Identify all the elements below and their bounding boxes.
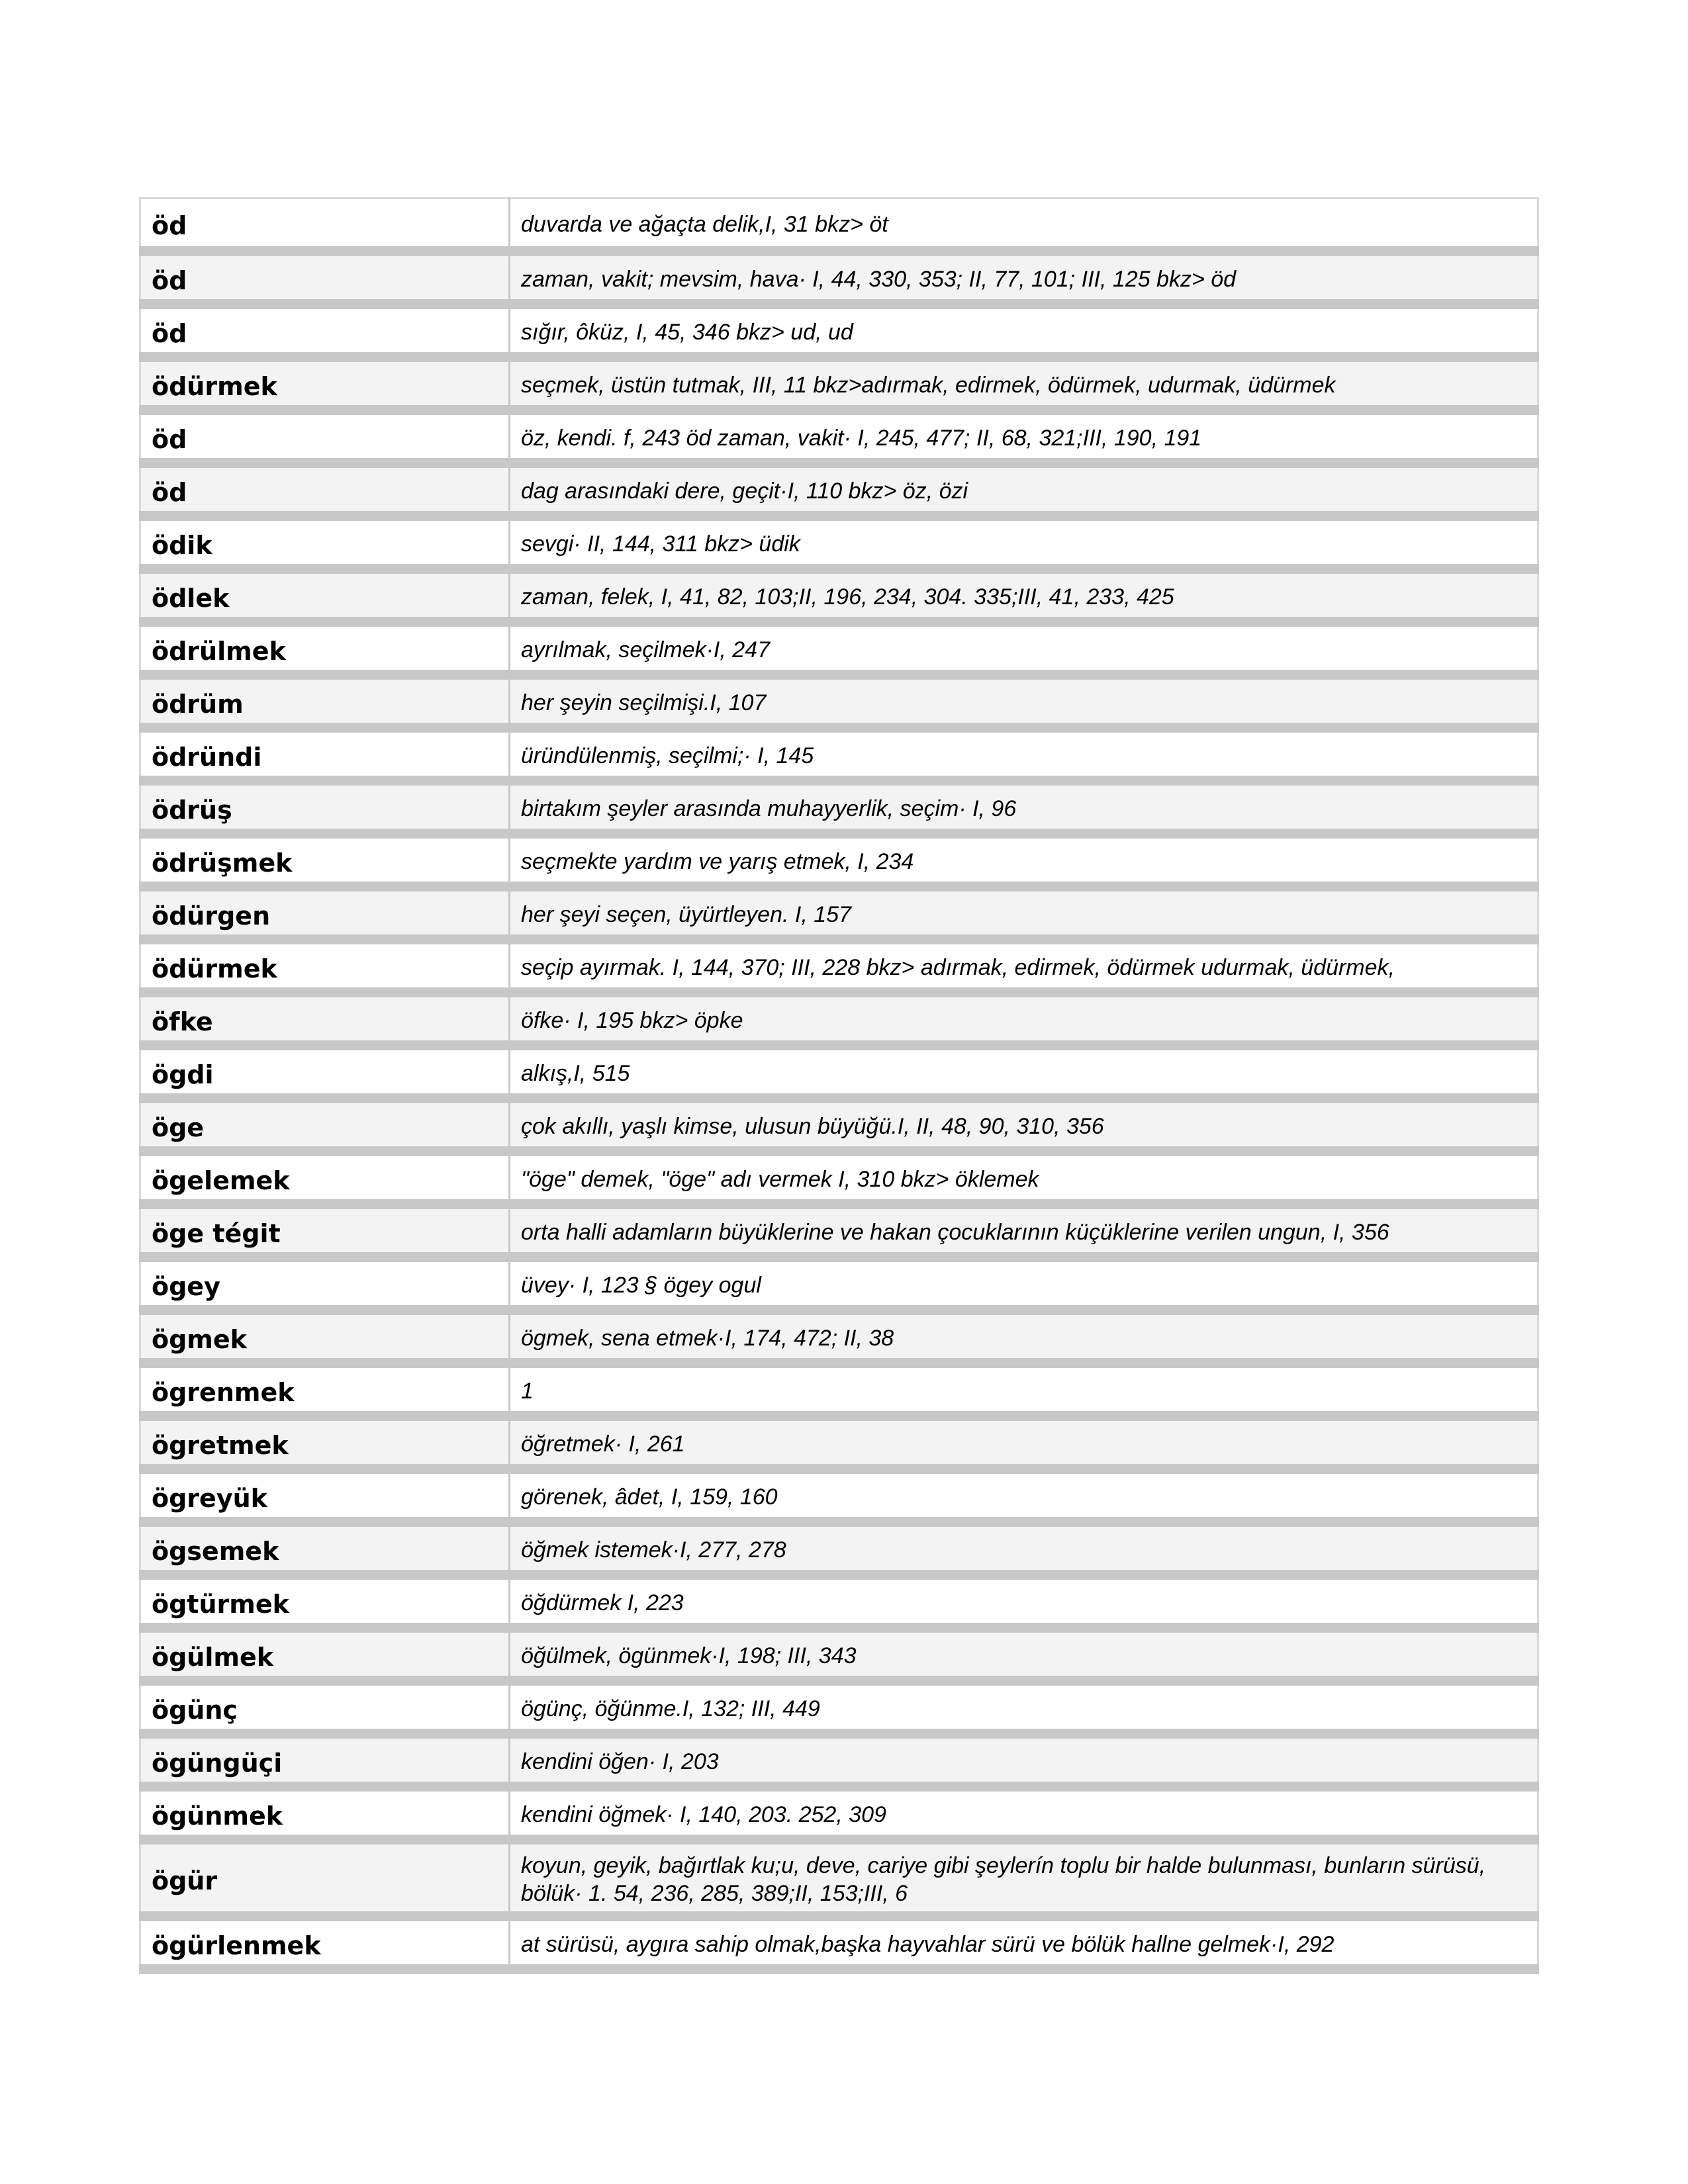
term-cell: ögülmek (140, 1628, 510, 1681)
term-cell: ödürgen (140, 887, 510, 940)
table-row (140, 675, 1538, 728)
definition-cell: ögünç, öğünme.I, 132; III, 449 (510, 1681, 1538, 1734)
definition-cell: seçip ayırmak. I, 144, 370; III, 228 bkz> adırmak, edirmek, ödürmek udurmak, üdürmek, (510, 940, 1538, 993)
term-cell: ögünmek (140, 1787, 510, 1840)
table-row (140, 1416, 1538, 1469)
definition-cell: kendini öğmek· I, 140, 203. 252, 309 (510, 1787, 1538, 1840)
table-row (140, 1522, 1538, 1575)
term-cell: öd (140, 410, 510, 463)
definition-cell: at sürüsü, aygıra sahip olmak,başka hayvahlar sürü ve bölük hallne gelmek·I, 292 (510, 1917, 1538, 1970)
term-cell: ögrenmek (140, 1363, 510, 1416)
definition-cell: duvarda ve ağaçta delik,I, 31 bkz> öt (510, 199, 1538, 251)
term-cell: ödründi (140, 728, 510, 781)
definition-cell: öğmek istemek·I, 277, 278 (510, 1522, 1538, 1575)
table-row (140, 357, 1538, 410)
definition-cell: üvey· I, 123 § ögey ogul (510, 1257, 1538, 1310)
term-cell: ögmek (140, 1310, 510, 1363)
term-cell: ögey (140, 1257, 510, 1310)
definition-cell: "öge" demek, "öge" adı vermek I, 310 bkz> öklemek (510, 1152, 1538, 1205)
definition-cell: çok akıllı, yaşlı kimse, ulusun büyüğü.I, II, 48, 90, 310, 356 (510, 1099, 1538, 1152)
table-row (140, 781, 1538, 834)
term-cell: öd (140, 304, 510, 357)
term-cell: öge tégit (140, 1205, 510, 1257)
table-row (140, 1681, 1538, 1734)
term-cell: ögür (140, 1840, 510, 1917)
glossary-body (140, 199, 1538, 1970)
definition-cell: öfke· I, 195 bkz> öpke (510, 993, 1538, 1046)
table-row (140, 1628, 1538, 1681)
term-cell: ödik (140, 516, 510, 569)
definition-cell: seçmekte yardım ve yarış etmek, I, 234 (510, 834, 1538, 887)
definition-cell: alkış,I, 515 (510, 1046, 1538, 1099)
table-row (140, 1734, 1538, 1787)
definition-cell: öğretmek· I, 261 (510, 1416, 1538, 1469)
term-cell: ödrülmek (140, 622, 510, 675)
table-row (140, 1046, 1538, 1099)
definition-cell: sığır, ôküz, I, 45, 346 bkz> ud, ud (510, 304, 1538, 357)
term-cell: ödrüşmek (140, 834, 510, 887)
term-cell: ögürlenmek (140, 1917, 510, 1970)
term-cell: ögsemek (140, 1522, 510, 1575)
term-cell: ögelemek (140, 1152, 510, 1205)
table-row (140, 463, 1538, 516)
term-cell: ögdi (140, 1046, 510, 1099)
table-row (140, 1917, 1538, 1970)
definition-cell: görenek, âdet, I, 159, 160 (510, 1469, 1538, 1522)
term-cell: ödürmek (140, 357, 510, 410)
table-row (140, 569, 1538, 622)
definition-cell: seçmek, üstün tutmak, III, 11 bkz>adırmak, edirmek, ödürmek, udurmak, üdürmek (510, 357, 1538, 410)
definition-cell: sevgi· II, 144, 311 bkz> üdik (510, 516, 1538, 569)
table-row (140, 1363, 1538, 1416)
table-row (140, 199, 1538, 251)
table-row (140, 410, 1538, 463)
table-row (140, 1099, 1538, 1152)
term-cell: ögtürmek (140, 1575, 510, 1628)
table-row (140, 251, 1538, 304)
definition-cell: zaman, felek, I, 41, 82, 103;II, 196, 234, 304. 335;III, 41, 233, 425 (510, 569, 1538, 622)
definition-cell: üründülenmiş, seçilmi;· I, 145 (510, 728, 1538, 781)
table-row (140, 516, 1538, 569)
table-row (140, 1575, 1538, 1628)
table-row (140, 728, 1538, 781)
definition-cell: her şeyin seçilmişi.I, 107 (510, 675, 1538, 728)
term-cell: ödrüş (140, 781, 510, 834)
term-cell: öd (140, 463, 510, 516)
table-row (140, 887, 1538, 940)
table-row (140, 1787, 1538, 1840)
term-cell: ödlek (140, 569, 510, 622)
term-cell: ögünç (140, 1681, 510, 1734)
definition-cell: ayrılmak, seçilmek·I, 247 (510, 622, 1538, 675)
term-cell: öd (140, 199, 510, 251)
table-row (140, 622, 1538, 675)
definition-cell: birtakım şeyler arasında muhayyerlik, seçim· I, 96 (510, 781, 1538, 834)
table-row (140, 1257, 1538, 1310)
definition-cell: ögmek, sena etmek·I, 174, 472; II, 38 (510, 1310, 1538, 1363)
term-cell: ödürmek (140, 940, 510, 993)
table-row (140, 1310, 1538, 1363)
term-cell: öge (140, 1099, 510, 1152)
table-row (140, 993, 1538, 1046)
term-cell: ögretmek (140, 1416, 510, 1469)
definition-cell: her şeyi seçen, üyürtleyen. I, 157 (510, 887, 1538, 940)
table-row (140, 940, 1538, 993)
term-cell: öfke (140, 993, 510, 1046)
table-row (140, 1469, 1538, 1522)
glossary-table (139, 197, 1539, 1974)
term-cell: ögüngüçi (140, 1734, 510, 1787)
table-row (140, 834, 1538, 887)
table-row (140, 1152, 1538, 1205)
definition-cell: kendini öğen· I, 203 (510, 1734, 1538, 1787)
definition-cell: 1 (510, 1363, 1538, 1416)
table-row (140, 1205, 1538, 1257)
term-cell: ögreyük (140, 1469, 510, 1522)
definition-cell: zaman, vakit; mevsim, hava· I, 44, 330, 353; II, 77, 101; III, 125 bkz> öd (510, 251, 1538, 304)
definition-cell: koyun, geyik, bağırtlak ku;u, deve, cariye gibi şeylerín toplu bir halde bulunması, bunların sürüsü, bölük· 1. 54, 236, 285, 389;II, 153;III, 6 (510, 1840, 1538, 1917)
term-cell: ödrüm (140, 675, 510, 728)
definition-cell: orta halli adamların büyüklerine ve hakan çocuklarının küçüklerine verilen ungun, I, 356 (510, 1205, 1538, 1257)
definition-cell: öğdürmek I, 223 (510, 1575, 1538, 1628)
definition-cell: öğülmek, ögünmek·I, 198; III, 343 (510, 1628, 1538, 1681)
term-cell: öd (140, 251, 510, 304)
definition-cell: dag arasındaki dere, geçit·I, 110 bkz> öz, özi (510, 463, 1538, 516)
table-row (140, 304, 1538, 357)
definition-cell: öz, kendi. f, 243 öd zaman, vakit· I, 245, 477; II, 68, 321;III, 190, 191 (510, 410, 1538, 463)
table-row (140, 1840, 1538, 1917)
